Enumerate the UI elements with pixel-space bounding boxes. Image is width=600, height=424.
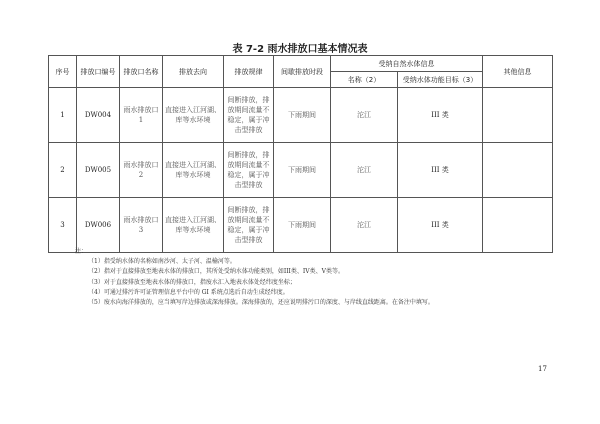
- cell-pattern: 间断排放，排放期间流量不稳定，属于冲击型排放: [224, 198, 274, 253]
- cell-rec-target: III 类: [398, 88, 483, 143]
- cell-code: DW006: [77, 198, 120, 253]
- cell-rec-target: III 类: [398, 198, 483, 253]
- cell-pattern: 间断排放，排放期间流量不稳定，属于冲击型排放: [224, 88, 274, 143]
- cell-seq: 2: [49, 143, 77, 198]
- cell-dest: 直接进入江河湖、库等水环境: [163, 88, 224, 143]
- cell-other: [483, 143, 553, 198]
- cell-rec-name: 沱江: [331, 143, 398, 198]
- cell-rec-name: 沱江: [331, 198, 398, 253]
- header-other: 其他信息: [483, 56, 553, 88]
- header-name: 排放口名称: [120, 56, 163, 88]
- header-receiving: 受纳自然水体信息: [331, 56, 483, 72]
- cell-dest: 直接进入江河湖、库等水环境: [163, 198, 224, 253]
- table-row: [49, 88, 553, 143]
- table-row: [49, 198, 553, 253]
- table-title: 表 7-2 雨水排放口基本情况表: [232, 44, 368, 55]
- cell-period: 下雨期间: [274, 143, 331, 198]
- cell-dest: 直接进入江河湖、库等水环境: [163, 143, 224, 198]
- note-item: （5）废水向海洋排放的，应当填写岸边排放或深海排放。深海排放的，还应说明排污口的深度、与岸线直线距离。在备注中填写。: [88, 299, 434, 307]
- table-row: [49, 143, 553, 198]
- cell-seq: 1: [49, 88, 77, 143]
- header-pattern: 排放规律: [224, 56, 274, 88]
- cell-other: [483, 88, 553, 143]
- header-code: 排放口编号: [77, 56, 120, 88]
- header-rec-target: 受纳水体功能目标（3）: [398, 72, 483, 88]
- page-number: 17: [538, 365, 547, 373]
- cell-name: 雨水排放口 1: [120, 88, 163, 143]
- table-notes: [75, 247, 434, 308]
- cell-seq: 3: [49, 198, 77, 253]
- header-seq: 序号: [49, 56, 77, 88]
- cell-pattern: 间断排放，排放期间流量不稳定，属于冲击型排放: [224, 143, 274, 198]
- cell-code: DW004: [77, 88, 120, 143]
- notes-label: 注：: [75, 248, 88, 255]
- note-item: （2）指对于直接排放至地表水体的排放口，其所处受纳水体功能类别，如III类、IV类、V类等。: [88, 268, 344, 276]
- cell-rec-name: 沱江: [331, 88, 398, 143]
- rainwater-outlet-table: [48, 55, 553, 253]
- note-item: （3）对于直接排放至地表水体的排放口，指废水汇入地表水体处经纬度坐标；: [88, 278, 296, 286]
- header-dest: 排放去向: [163, 56, 224, 88]
- note-item: （4）可通过排污许可证管理信息平台中的 GI 系统点选后自动生成经纬度。: [88, 288, 289, 296]
- cell-name: 雨水排放口 2: [120, 143, 163, 198]
- cell-period: 下雨期间: [274, 88, 331, 143]
- cell-name: 雨水排放口 3: [120, 198, 163, 253]
- cell-period: 下雨期间: [274, 198, 331, 253]
- cell-rec-target: III 类: [398, 143, 483, 198]
- cell-other: [483, 198, 553, 253]
- note-item: （1）指受纳水体的名称如南沙河、太子河、温榆河等。: [88, 258, 236, 266]
- cell-code: DW005: [77, 143, 120, 198]
- header-rec-name: 名称（2）: [331, 72, 398, 88]
- header-period: 间歇排放时段: [274, 56, 331, 88]
